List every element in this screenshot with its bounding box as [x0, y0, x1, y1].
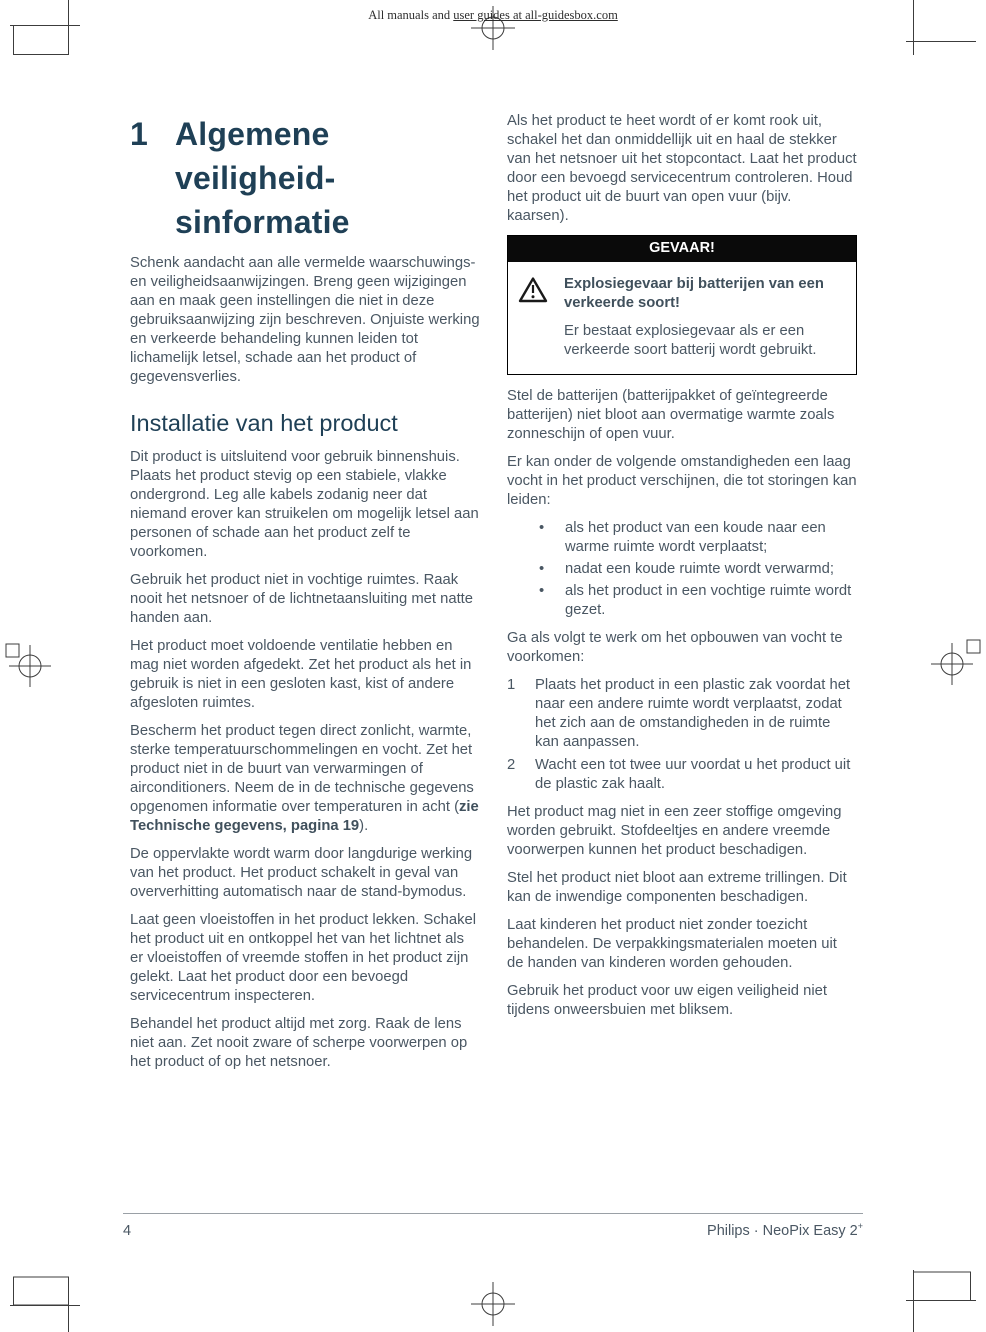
paragraph: Gebruik het product voor uw eigen veiligheid niet tijdens onweersbuien met bliksem.	[507, 983, 827, 1018]
bullet-item: • als het product in een vochtige ruimte wordt gezet.	[507, 582, 857, 620]
paragraph: Als het product te heet wordt of er komt rook uit, schakel het dan onmiddellijk uit en haal de stekker van het netsnoer uit het stopcontact. Laat het product door een bevoegd servicecentrum controleren. Houd het product uit de buurt van open vuur (bijv. kaarsen).	[507, 113, 857, 224]
paragraph: Behandel het product altijd met zorg. Raak de lens niet aan. Zet nooit zware of scherpe voorwerpen op het product of op het netsnoer.	[130, 1016, 468, 1070]
cross-reference: zie Technische gegevens, pagina 19	[130, 799, 479, 834]
paragraph-text: ).	[359, 818, 369, 834]
watermark-link-text: user guides at all-guidesbox.com	[453, 8, 618, 22]
danger-description: Er bestaat explosiegevaar als er een verkeerde soort batterij wordt gebruikt.	[564, 323, 817, 358]
step-item	[507, 676, 857, 752]
warning-triangle-icon	[518, 275, 554, 360]
page-number: 4	[123, 1223, 132, 1239]
bullet-list	[507, 519, 857, 620]
step-number: 1	[507, 677, 516, 693]
section-title: Installatie van het product	[130, 410, 398, 436]
paragraph: Laat geen vloeistoffen in het product lekken. Schakel het product uit en ontkoppel het van het lichtnet als er vloeistoffen of vreemde stoffen in het product zijn gelekt. Laat het product door een bevoegd servicecentrum inspecteren.	[130, 912, 477, 1004]
paragraph: Er kan onder de volgende omstandigheden een laag vocht in het product verschijnen, die tot storingen kan leiden:	[507, 454, 857, 508]
paragraph: Stel het product niet bloot aan extreme trillingen. Dit kan de inwendige componenten beschadigen.	[507, 870, 847, 905]
left-column	[130, 112, 480, 1081]
chapter-title-line: Algemene	[175, 116, 330, 152]
paragraph: Laat kinderen het product niet zonder toezicht behandelen. De verpakkingsmaterialen moeten uit de handen van kinderen worden gehouden.	[507, 917, 837, 971]
paragraph: Schenk aandacht aan alle vermelde waarschuwings- en veiligheidsaanwijzingen. Breng geen wijzigingen aan en maak geen instellingen die niet in deze gebruiksaanwijzing zijn beschreven. Onjuiste werking en verkeerde behandeling kunnen leiden tot lichamelijk letsel, schade aan het product of gegevensverlies.	[130, 255, 480, 385]
paragraph-text: Bescherm het product tegen direct zonlicht, warmte, sterke temperatuurschommelingen en vocht. Zet het product niet in de buurt van verwarmingen of airconditioners. Neem de in de technische gegevens opgenomen informatie over temperaturen in acht (	[130, 723, 474, 815]
chapter-title-line: sinformatie	[175, 204, 350, 240]
danger-title: Explosiegevaar bij batterijen van een verkeerde soort!	[564, 276, 824, 311]
watermark-text: All manuals and	[368, 8, 454, 22]
watermark	[0, 8, 986, 23]
paragraph: Dit product is uitsluitend voor gebruik binnenshuis. Plaats het product stevig op een stabiele, vlakke ondergrond. Leg alle kabels zodanig neer dat niemand erover kan struikelen om mogelijk letsel aan personen of schade aan het product zelf te voorkomen.	[130, 449, 479, 560]
danger-body	[508, 262, 856, 374]
step-item	[507, 756, 857, 794]
chapter-number: 1	[130, 116, 148, 152]
paragraph	[130, 722, 480, 836]
step-text: Plaats het product in een plastic zak voordat het naar een andere ruimte wordt verplaatst, zodat het zich aan de omstandigheden in de ruimte kan aanpassen.	[535, 677, 851, 750]
paragraph: Gebruik het product niet in vochtige ruimtes. Raak nooit het netsnoer of de lichtnetaansluiting met natte handen aan.	[130, 572, 474, 626]
footer-product-sup: +	[857, 1221, 863, 1232]
danger-header: GEVAAR!	[508, 236, 856, 262]
danger-warning-box	[507, 235, 857, 375]
step-text: Wacht een tot twee uur voordat u het product uit de plastic zak haalt.	[535, 757, 851, 792]
right-column	[507, 112, 857, 1029]
numbered-step-list	[507, 676, 857, 794]
paragraph: Ga als volgt te werk om het opbouwen van vocht te voorkomen:	[507, 630, 843, 665]
step-number: 2	[507, 757, 516, 773]
paragraph: De oppervlakte wordt warm door langdurige werking van het product. Het product schakelt in geval van oververhitting automatisch naar de stand-bymodus.	[130, 846, 473, 900]
bullet-item: • nadat een koude ruimte wordt verwarmd;	[507, 560, 857, 579]
danger-text	[564, 275, 844, 360]
footer-product	[707, 1223, 863, 1239]
paragraph: Stel de batterijen (batterijpakket of geïntegreerde batterijen) niet bloot aan overmatige warmte zoals zonneschijn of open vuur.	[507, 388, 835, 442]
page-content	[130, 112, 857, 1081]
chapter-heading	[130, 112, 480, 244]
page-footer	[123, 1213, 863, 1239]
paragraph: Het product moet voldoende ventilatie hebben en mag niet worden afgedekt. Zet het product als het in gebruik is niet in een gesloten kast, kist of andere afgesloten ruimtes.	[130, 638, 472, 711]
bullet-item: • als het product van een koude naar een warme ruimte wordt verplaatst;	[507, 519, 857, 557]
chapter-title	[175, 112, 350, 244]
paragraph: Het product mag niet in een zeer stoffige omgeving worden gebruikt. Stofdeeltjes en andere vreemde voorwerpen kunnen het product beschadigen.	[507, 804, 842, 858]
chapter-title-line: veiligheid-	[175, 160, 336, 196]
footer-product-name: Philips · NeoPix Easy 2	[707, 1223, 858, 1239]
